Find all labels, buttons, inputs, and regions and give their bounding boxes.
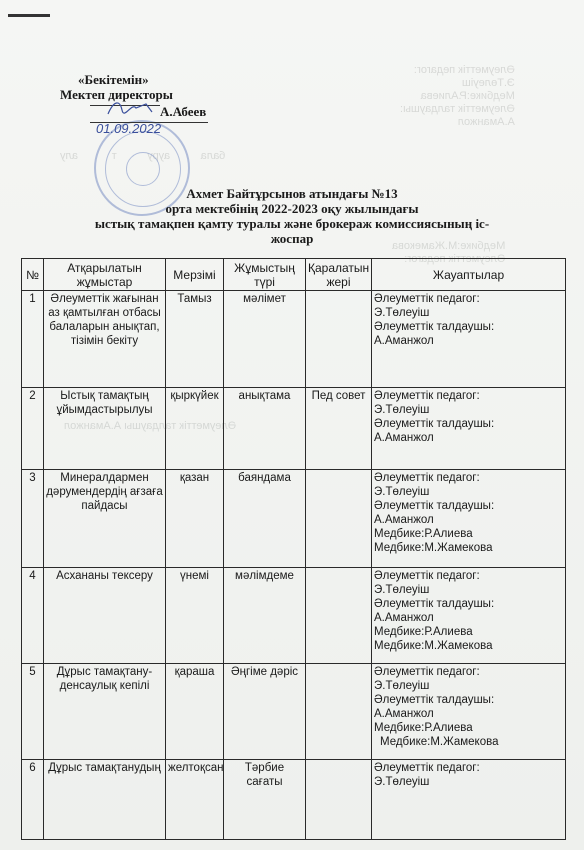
responsible-line: Э.Төлеуіш	[374, 776, 430, 788]
responsible-line: Э.Төлеуіш	[374, 680, 430, 692]
responsible-cell	[372, 568, 566, 664]
responsible-line: Э.Төлеуіш	[374, 584, 430, 596]
place-cell	[306, 291, 372, 388]
handwritten-signature	[106, 98, 166, 118]
responsible-line: А.Аманжол	[374, 432, 434, 444]
responsible-line: А.Аманжол	[374, 708, 434, 720]
bleed-through-text: Медбике:М.Жамекова Әлеуметтік педагог:	[392, 240, 506, 265]
type-cell: Әңгіме дәріс	[224, 664, 306, 760]
responsible-line: Әлеуметтік талдаушы:	[374, 694, 495, 706]
director-position: Мектеп директоры	[60, 87, 173, 102]
type-cell: мәлімдеме	[224, 568, 306, 664]
responsible-cell	[372, 388, 566, 470]
responsible-cell	[372, 291, 566, 388]
table-row	[22, 291, 566, 388]
task-cell: Әлеуметтік жағынан аз қамтылған отбасы балаларын анықтап, тізімін бекіту	[44, 291, 166, 388]
responsible-line: Э.Төлеуіш	[374, 486, 430, 498]
term-cell: қараша	[166, 664, 224, 760]
title-line: Ахмет Байтұрсынов атындағы №13	[186, 186, 398, 201]
term-cell: қазан	[166, 470, 224, 568]
responsible-line: Медбике:Р.Алиева	[374, 626, 473, 638]
responsible-line: Әлеуметтік педагог:	[374, 390, 480, 402]
place-cell: Пед совет	[306, 388, 372, 470]
responsible-cell	[372, 760, 566, 840]
responsible-line: А.Аманжол	[374, 335, 434, 347]
bleed-through-text: бала ауру т алу	[60, 150, 226, 162]
term-cell: желтоқсан	[166, 760, 224, 840]
responsible-line: Әлеуметтік педагог:	[374, 762, 480, 774]
responsible-line: Әлеуметтік талдаушы:	[374, 500, 495, 512]
responsible-line: Медбике:М.Жамекова	[374, 542, 493, 554]
responsible-line: А.Аманжол	[374, 612, 434, 624]
header-cell: Мерзімі	[166, 259, 224, 291]
table-row	[22, 760, 566, 840]
row-number: 4	[22, 568, 44, 664]
title-line: ыстық тамақпен қамту туралы және брокераж комиссиясының іс-	[94, 216, 490, 231]
header-cell: Қаралатын жері	[306, 259, 372, 291]
row-number: 6	[22, 760, 44, 840]
plan-table	[21, 258, 566, 840]
responsible-line: Әлеуметтік педагог:	[374, 570, 480, 582]
bleed-through-text: Әлеуметтік талдаушы А.Аманжол	[64, 420, 237, 432]
table-row	[22, 664, 566, 760]
responsible-line: Әлеуметтік педагог:	[374, 472, 480, 484]
table-header-row	[22, 259, 566, 291]
place-cell	[306, 470, 372, 568]
responsible-cell	[372, 664, 566, 760]
responsible-line: А.Аманжол	[374, 514, 434, 526]
task-cell: Дұрыс тамақтанудың	[44, 760, 166, 840]
responsible-line: Әлеуметтік талдаушы:	[374, 418, 495, 430]
task-cell: Минералдармен дәрумендердің ағзаға пайдасы	[44, 470, 166, 568]
header-cell: Жұмыстың түрі	[224, 259, 306, 291]
table-row	[22, 568, 566, 664]
header-cell: Атқарылатын жұмыстар	[44, 259, 166, 291]
type-cell: Тәрбие сағаты	[224, 760, 306, 840]
document-title	[76, 186, 508, 246]
responsible-line: Әлеуметтік талдаушы:	[374, 598, 495, 610]
responsible-line: Медбике:Р.Алиева	[374, 528, 473, 540]
table-row	[22, 470, 566, 568]
responsible-line: Э.Төлеуіш	[374, 404, 430, 416]
responsible-line: Медбике:Р.Алиева	[374, 722, 473, 734]
row-number: 1	[22, 291, 44, 388]
place-cell	[306, 568, 372, 664]
title-line: орта мектебінің 2022-2023 оқу жылындағы	[165, 201, 419, 216]
place-cell	[306, 760, 372, 840]
task-cell: Дұрыс тамақтану-денсаулық кепілі	[44, 664, 166, 760]
row-number: 5	[22, 664, 44, 760]
type-cell: баяндама	[224, 470, 306, 568]
type-cell: мәлімет	[224, 291, 306, 388]
place-cell	[306, 664, 372, 760]
term-cell: үнемі	[166, 568, 224, 664]
director-name: А.Абеев	[160, 104, 207, 119]
term-cell: Тамыз	[166, 291, 224, 388]
responsible-line: Әлеуметтік талдаушы:	[374, 321, 495, 333]
responsible-line: Әлеуметтік педагог:	[374, 666, 480, 678]
row-number: 2	[22, 388, 44, 470]
responsible-line: Медбике:М.Жамекова	[374, 640, 493, 652]
row-number: 3	[22, 470, 44, 568]
approved-label: «Бекітемін»	[78, 72, 149, 87]
responsible-cell	[372, 470, 566, 568]
term-cell: қыркүйек	[166, 388, 224, 470]
task-cell: Ыстық тамақтың ұйымдастырылуы	[44, 388, 166, 470]
top-dash-mark	[8, 14, 50, 17]
title-line: жоспар	[270, 231, 314, 246]
responsible-line: Э.Төлеуіш	[374, 307, 430, 319]
type-cell: анықтама	[224, 388, 306, 470]
date-line	[90, 122, 208, 123]
header-cell: Жауаптылар	[372, 259, 566, 291]
responsible-line: Әлеуметтік педагог:	[374, 293, 480, 305]
responsible-line: Медбике:М.Жамекова	[380, 736, 499, 748]
approval-block	[60, 72, 260, 136]
header-cell: №	[22, 259, 44, 291]
table-row	[22, 388, 566, 470]
task-cell: Асхананы тексеру	[44, 568, 166, 664]
approval-date: 01.09.2022	[96, 121, 162, 136]
bleed-through-text: Әлеуметтік педагог: Э.Төлеуіш Медбике:Р.Алиева Әлеуметтік талдаушы: А.Аманжол	[400, 64, 515, 128]
